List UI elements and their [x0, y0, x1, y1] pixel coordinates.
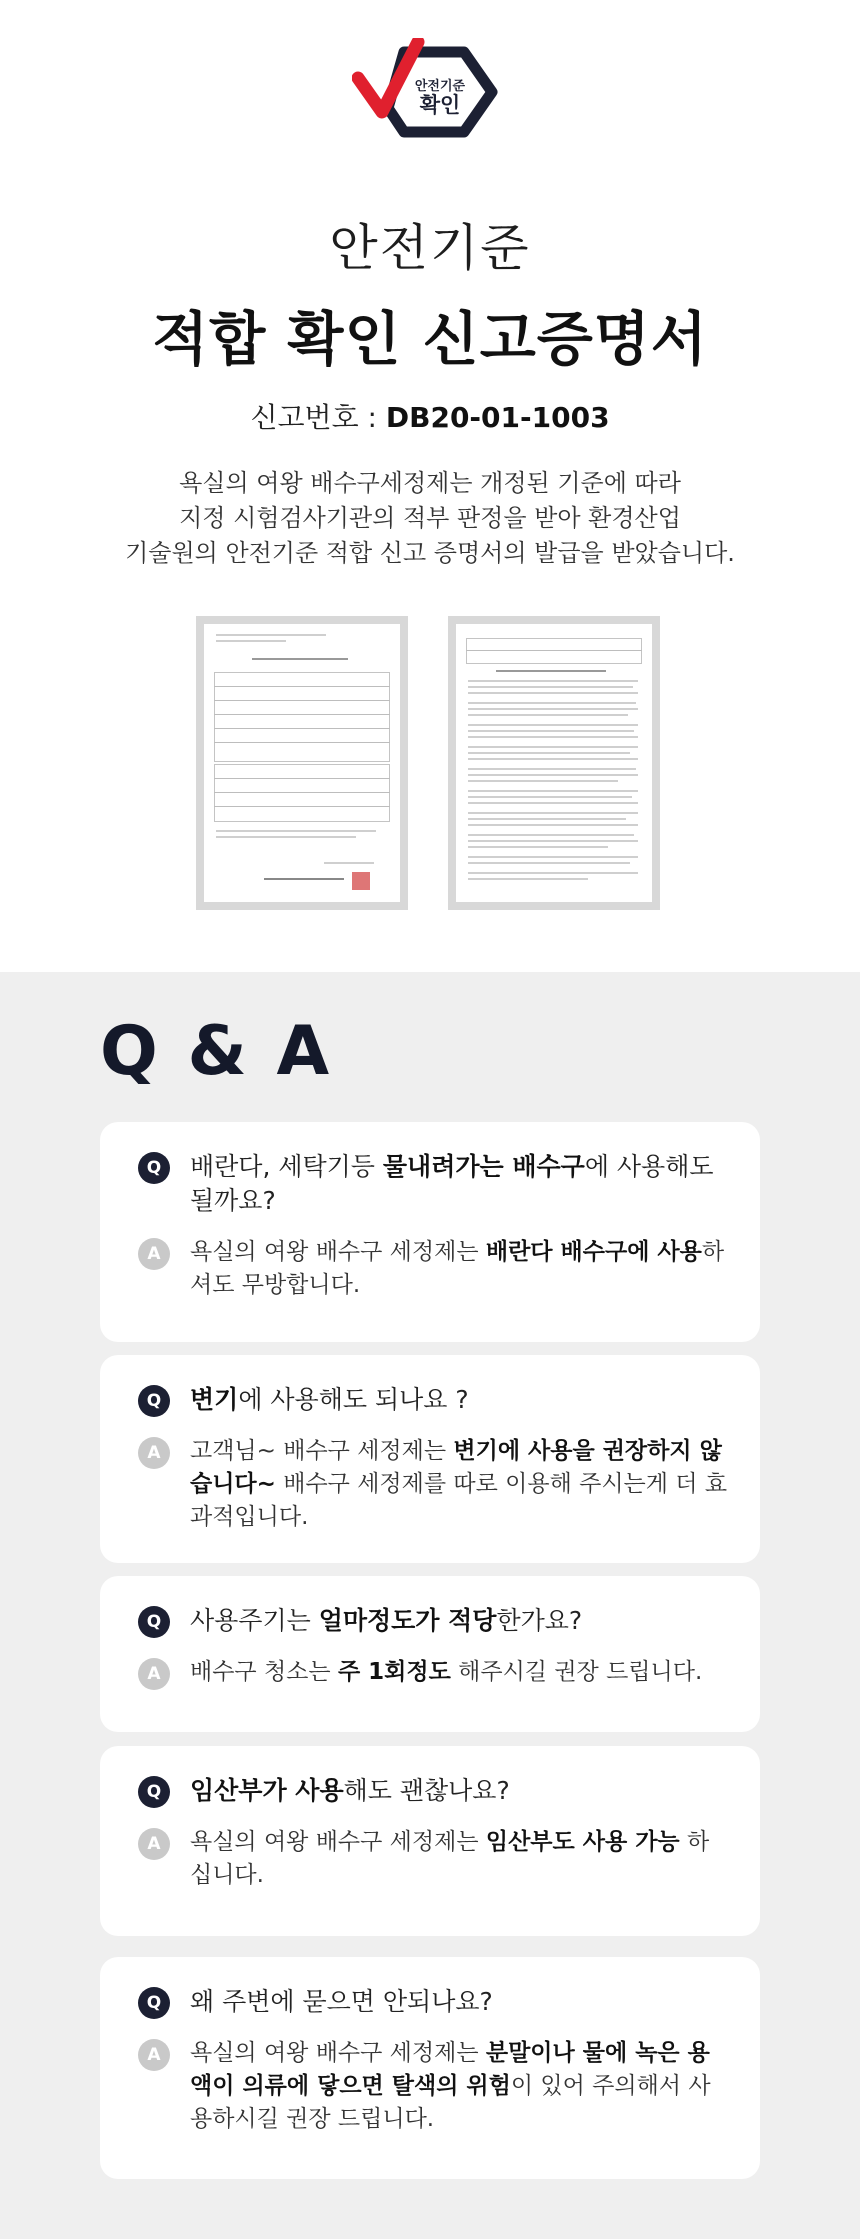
answer-badge-icon: A: [138, 1828, 170, 1860]
question-text: 임산부가 사용해도 괜찮나요?: [190, 1776, 510, 1805]
certificate-image-front: [196, 616, 408, 910]
question-badge-icon: Q: [138, 1152, 170, 1184]
logo-text-line2: 확인: [419, 93, 461, 117]
safety-check-logo-icon: [352, 38, 502, 146]
description-line: 욕실의 여왕 배수구세정제는 개정된 기준에 따라: [179, 469, 681, 497]
description-line: 기술원의 안전기준 적합 신고 증명서의 발급을 받았습니다.: [125, 539, 735, 567]
question-text: 배란다, 세탁기등 물내려가는 배수구에 사용해도 될까요?: [190, 1152, 714, 1215]
qa-card: [100, 1355, 760, 1563]
qa-card: [100, 1122, 760, 1342]
qa-section: [0, 972, 860, 2239]
answer-text: 욕실의 여왕 배수구 세정제는 배란다 배수구에 사용하셔도 무방합니다.: [190, 1239, 725, 1298]
qa-title: Q & A: [100, 1012, 333, 1091]
question-text: 사용주기는 얼마정도가 적당한가요?: [190, 1606, 583, 1635]
registration-number: [0, 396, 860, 436]
registration-value: DB20-01-1003: [385, 401, 610, 434]
certificate-section: [0, 0, 860, 972]
answer-badge-icon: A: [138, 1658, 170, 1690]
question-badge-icon: Q: [138, 1776, 170, 1808]
certificate-images: [196, 616, 664, 916]
answer-badge-icon: A: [138, 1437, 170, 1469]
question-text: 변기에 사용해도 되나요 ?: [190, 1385, 469, 1414]
title-line1: 안전기준: [329, 219, 531, 277]
question-badge-icon: Q: [138, 1385, 170, 1417]
answer-badge-icon: A: [138, 2039, 170, 2071]
description: [0, 466, 860, 571]
qa-card: [100, 1746, 760, 1936]
certificate-image-back: [448, 616, 660, 910]
description-line: 지정 시험검사기관의 적부 판정을 받아 환경산업: [179, 504, 681, 532]
question-badge-icon: Q: [138, 1606, 170, 1638]
logo-text-line1: 안전기준: [414, 79, 466, 94]
answer-text: 배수구 청소는 주 1회정도 해주시길 권장 드립니다.: [190, 1659, 703, 1685]
registration-label: 신고번호 :: [250, 401, 386, 434]
qa-card: [100, 1957, 760, 2179]
answer-badge-icon: A: [138, 1238, 170, 1270]
question-text: 왜 주변에 묻으면 안되나요?: [190, 1987, 493, 2016]
title-line2: 적합 확인 신고증명서: [152, 305, 708, 373]
answer-text: 고객님~ 배수구 세정제는 변기에 사용을 권장하지 않습니다~ 배수구 세정제를 따로 이용해 주시는게 더 효과적입니다.: [190, 1438, 728, 1530]
answer-text: 욕실의 여왕 배수구 세정제는 임산부도 사용 가능 하십니다.: [190, 1829, 710, 1888]
question-badge-icon: Q: [138, 1987, 170, 2019]
qa-card: [100, 1576, 760, 1732]
answer-text: 욕실의 여왕 배수구 세정제는 분말이나 물에 녹은 용액이 의류에 닿으면 탈색의 위험이 있어 주의해서 사용하시길 권장 드립니다.: [190, 2040, 711, 2132]
